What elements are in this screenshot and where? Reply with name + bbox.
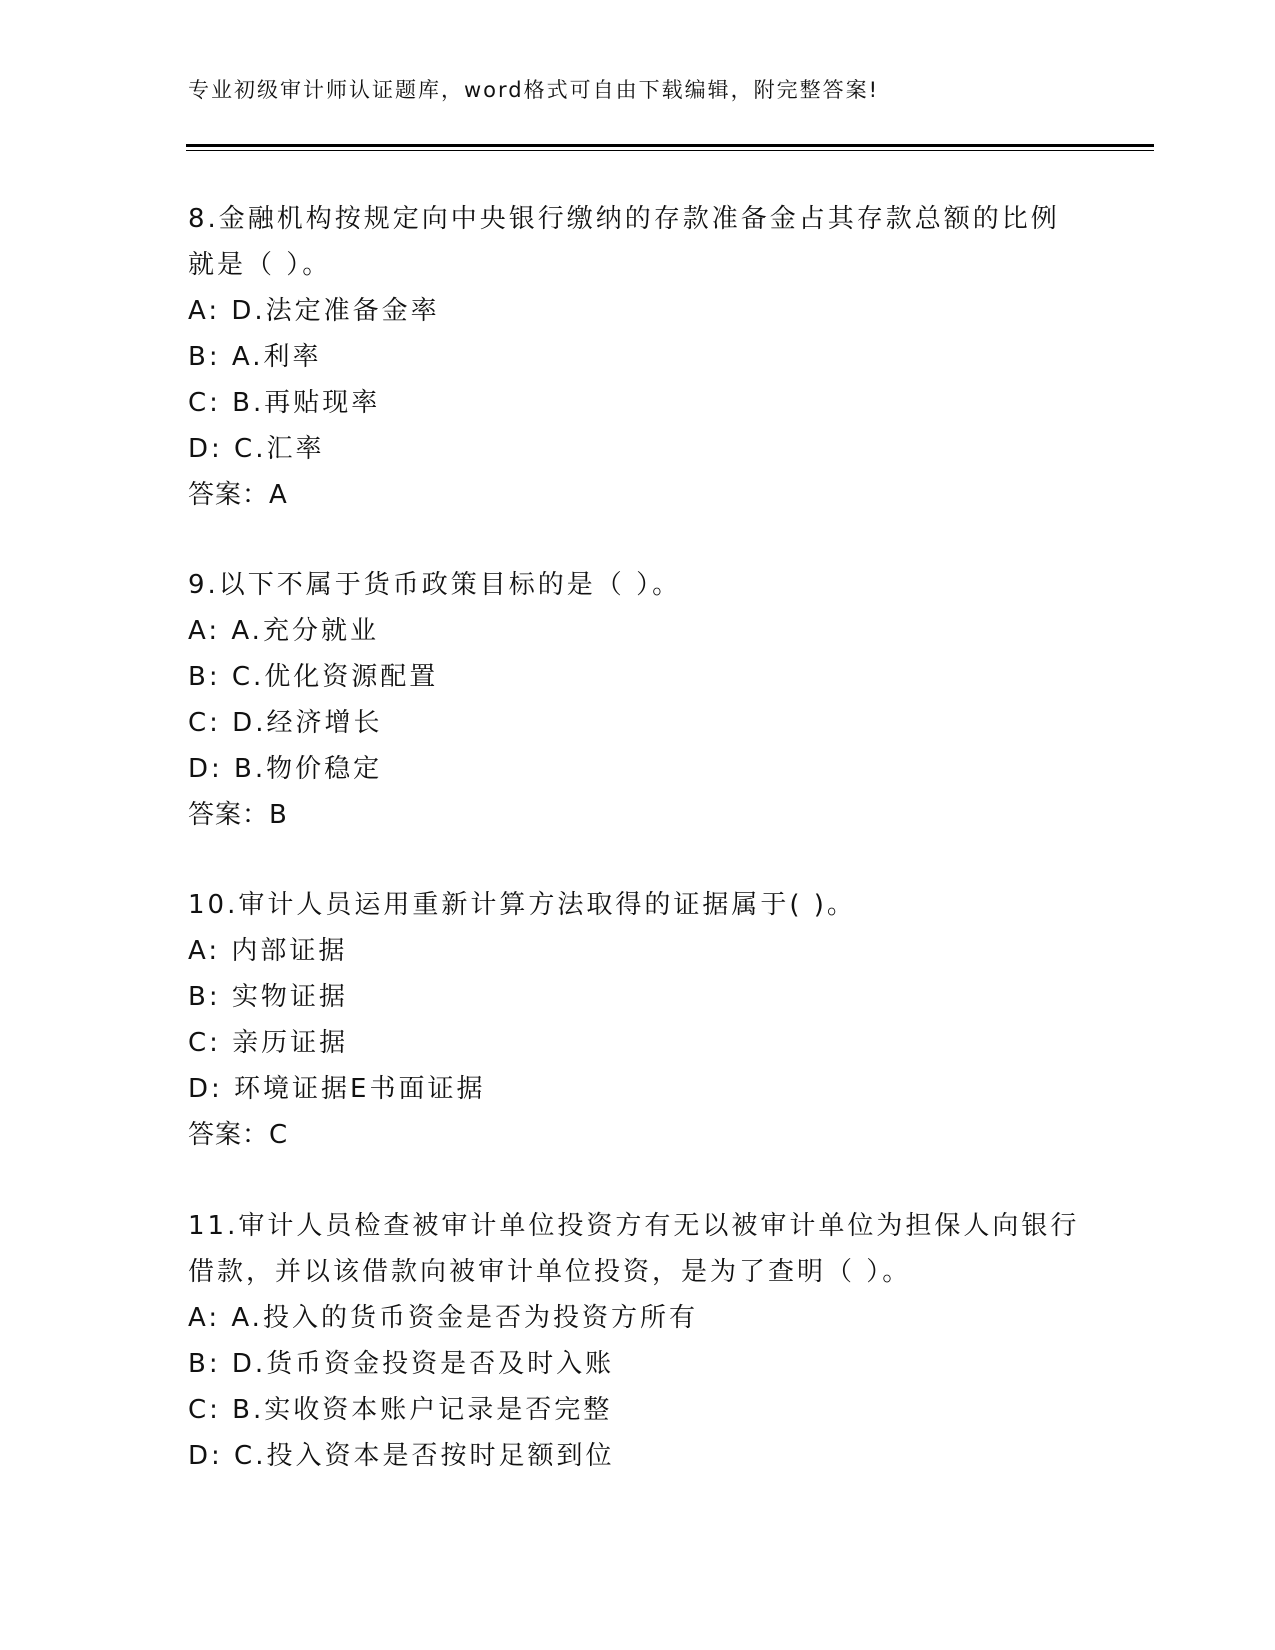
question-stem: 8.金融机构按规定向中央银行缴纳的存款准备金占其存款总额的比例 (188, 204, 1060, 234)
option-d: D: C.投入资本是否按时足额到位 (188, 1441, 615, 1471)
option-b: B: A.利率 (188, 342, 322, 372)
option-b: B: 实物证据 (188, 982, 348, 1012)
page-header: 专业初级审计师认证题库，word格式可自由下载编辑，附完整答案! (188, 78, 880, 102)
answer: 答案：A (188, 480, 288, 510)
option-b: B: C.优化资源配置 (188, 662, 439, 692)
option-d: D: B.物价稳定 (188, 754, 383, 784)
header-rule-thin (186, 150, 1154, 151)
question-stem: 11.审计人员检查被审计单位投资方有无以被审计单位为担保人向银行 (188, 1211, 1080, 1241)
option-b: B: D.货币资金投资是否及时入账 (188, 1349, 615, 1379)
option-a: A: D.法定准备金率 (188, 296, 440, 326)
answer: 答案：C (188, 1120, 289, 1150)
question-stem: 借款，并以该借款向被审计单位投资，是为了查明（ ）。 (188, 1257, 912, 1287)
option-c: C: 亲历证据 (188, 1028, 349, 1058)
question-stem: 10.审计人员运用重新计算方法取得的证据属于( )。 (188, 890, 856, 920)
option-d: D: 环境证据E书面证据 (188, 1074, 486, 1104)
option-c: C: B.实收资本账户记录是否完整 (188, 1395, 613, 1425)
option-c: C: B.再贴现率 (188, 388, 381, 418)
question-9 (188, 562, 1088, 838)
question-stem: 就是（ ）。 (188, 250, 332, 280)
header-rule-thick (186, 144, 1154, 147)
option-d: D: C.汇率 (188, 434, 325, 464)
option-a: A: A.投入的货币资金是否为投资方所有 (188, 1303, 698, 1333)
question-11 (188, 1203, 1088, 1479)
question-8 (188, 196, 1088, 518)
answer: 答案：B (188, 800, 288, 830)
question-stem: 9.以下不属于货币政策目标的是（ ）。 (188, 570, 682, 600)
option-c: C: D.经济增长 (188, 708, 383, 738)
option-a: A: 内部证据 (188, 936, 348, 966)
question-10 (188, 882, 1088, 1158)
option-a: A: A.充分就业 (188, 616, 379, 646)
